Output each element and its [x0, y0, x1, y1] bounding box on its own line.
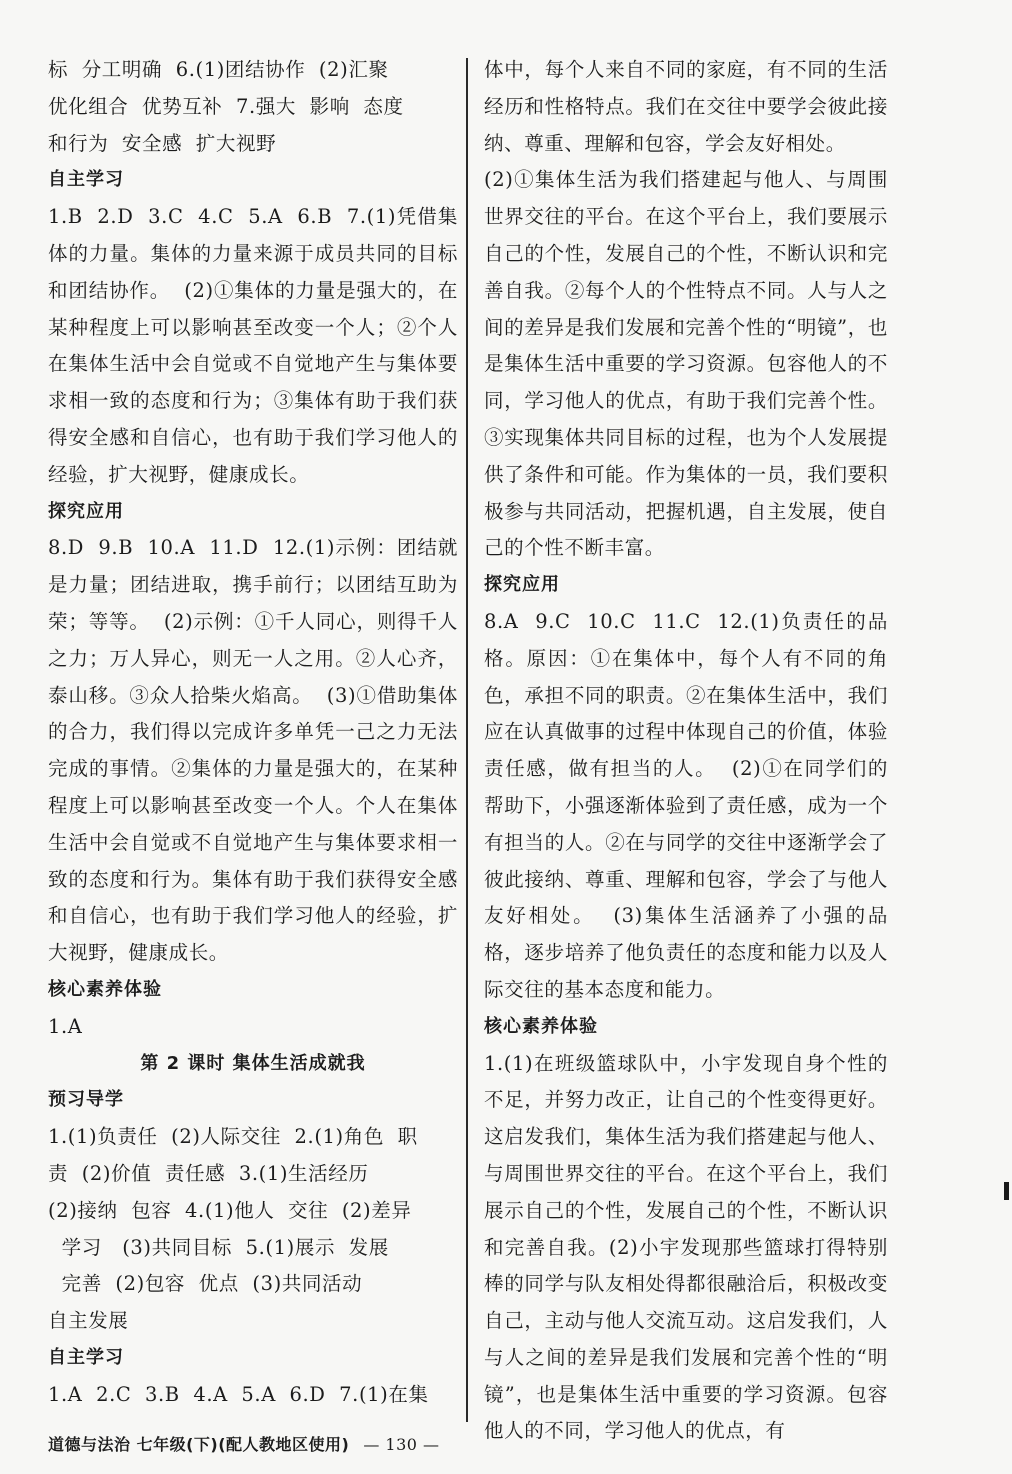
- edge-mark: [1004, 1182, 1009, 1200]
- answer-paragraph: 完善 (2)包容 优点 (3)共同活动: [48, 1272, 363, 1296]
- answer-paragraph: 1.B 2.D 3.C 4.C 5.A 6.B 7.(1)凭借集体的力量。集体的力量来源于成员共同的目标和团结协作。 (2)①集体的力量是强大的，在某种程度上可以影响甚至改变一个人；②个人在集体生活中会自觉或不自觉地产生与集体要求相一致的态度和行为；③集体有助于我们获得安全感和自信心，也有助于我们学习他人的经验，扩大视野，健康成长。: [48, 205, 458, 486]
- answer-paragraph: 1.A: [48, 1014, 83, 1038]
- right-column: [484, 52, 888, 1450]
- lesson-title: 第 2 课时 集体生活成就我: [140, 1052, 366, 1074]
- answer-paragraph: 学习 (3)共同目标 5.(1)展示 发展: [48, 1235, 389, 1259]
- answer-paragraph: 8.D 9.B 10.A 11.D 12.(1)示例：团结就是力量；团结进取，携手前行；以团结互助为荣；等等。 (2)示例：①千人同心，则得千人之力；万人异心，则无一人之用。②人心齐，泰山移。③众人拾柴火焰高。 (3)①借助集体的合力，我们得以完成许多单凭一己之力无法完成的事情。②集体的力量是强大的，在某种程度上可以影响甚至改变一个人。个人在集体生活中会自觉或不自觉地产生与集体要求相一致的态度和行为。集体有助于我们获得安全感和自信心，也有助于我们学习他人的经验，扩大视野，健康成长。: [48, 536, 458, 965]
- section-heading: 自主学习: [48, 169, 124, 191]
- section-heading: 预习导学: [48, 1089, 124, 1111]
- answer-paragraph: 标 分工明确 6.(1)团结协作 (2)汇聚: [48, 58, 389, 81]
- column-divider: [466, 58, 468, 1422]
- answer-paragraph: 自主发展: [48, 1309, 129, 1333]
- answer-paragraph: 责 (2)价值 责任感 3.(1)生活经历: [48, 1161, 369, 1185]
- answer-paragraph: (2)接纳 包容 4.(1)他人 交往 (2)差异: [48, 1198, 412, 1222]
- section-heading: 核心素养体验: [484, 1015, 598, 1037]
- answer-paragraph: 8.A 9.C 10.C 11.C 12.(1)负责任的品格。原因：①在集体中，每个人有不同的角色，承担不同的职责。②在集体生活中，我们应在认真做事的过程中体现自己的价值，体验责任感，做有担当的人。 (2)①在同学们的帮助下，小强逐渐体验到了责任感，成为一个有担当的人。②在与同学的交往中逐渐学会了彼此接纳、尊重、理解和包容，学会了与他人友好相处。 (3)集体生活涵养了小强的品格，逐步培养了他负责任的态度和能力以及人际交往的基本态度和能力。: [484, 609, 888, 1001]
- page-number: — 130 —: [363, 1435, 440, 1454]
- answer-paragraph: 1.(1)在班级篮球队中，小宇发现自身个性的不足，并努力改正，让自己的个性变得更好。这启发我们，集体生活为我们搭建起与他人、与周围世界交往的平台。在这个平台上，我们展示自己的个性，发展自己的个性，不断认识和完善自我。(2)小宇发现那些篮球打得特别棒的同学与队友相处得都很融洽后，积极改变自己，主动与他人交流互动。这启发我们，人与人之间的差异是我们发展和完善个性的“明镜”，也是集体生活中重要的学习资源。包容他人的不同，学习他人的优点，有: [484, 1051, 888, 1443]
- section-heading: 探究应用: [48, 500, 124, 522]
- book-title: 道德与法治 七年级(下)(配人教地区使用): [48, 1435, 350, 1454]
- section-heading: 自主学习: [48, 1346, 124, 1368]
- page-footer: [48, 1432, 528, 1455]
- answer-paragraph: (2)①集体生活为我们搭建起与他人、与周围世界交往的平台。在这个平台上，我们要展示自己的个性，发展自己的个性，不断认识和完善自我。②每个人的个性特点不同。人与人之间的差异是我们发展和完善个性的“明镜”，也是集体生活中重要的学习资源。包容他人的不同，学习他人的优点，有助于我们完善个性。③实现集体共同目标的过程，也为个人发展提供了条件和可能。作为集体的一员，我们要积极参与共同活动，把握机遇，自主发展，使自己的个性不断丰富。: [484, 168, 888, 560]
- answer-paragraph: 体中，每个人来自不同的家庭，有不同的生活经历和性格特点。我们在交往中要学会彼此接纳、尊重、理解和包容，学会友好相处。: [484, 58, 888, 155]
- answer-paragraph: 1.(1)负责任 (2)人际交往 2.(1)角色 职: [48, 1125, 418, 1149]
- answer-paragraph: 和行为 安全感 扩大视野: [48, 131, 277, 155]
- section-heading: 探究应用: [484, 574, 560, 596]
- answer-paragraph: 1.A 2.C 3.B 4.A 5.A 6.D 7.(1)在集: [48, 1382, 429, 1406]
- left-column: [48, 52, 458, 1413]
- section-heading: 核心素养体验: [48, 978, 162, 1000]
- answer-paragraph: 优化组合 优势互补 7.强大 影响 态度: [48, 94, 404, 118]
